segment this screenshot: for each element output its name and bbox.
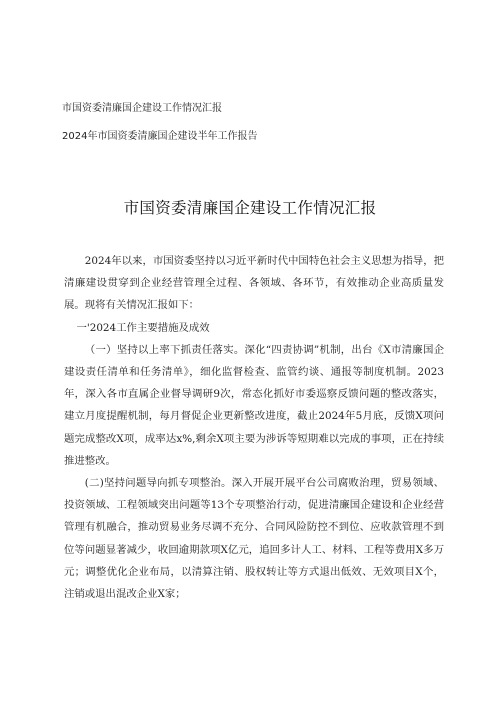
header-line-title: 市国资委清廉国企建设工作情况汇报 xyxy=(62,103,222,114)
document-body xyxy=(64,250,444,605)
header-line-subtitle: 2024年市国资委清廉国企建设半年工作报告 xyxy=(62,131,258,142)
paragraph-intro: 2024年以来，市国资委坚持以习近平新时代中国特色社会主义思想为指导，把清廉建设贯穿到企业经营管理全过程、各领域、各环节，有效推动企业高质量发展。现将有关情况汇报如下： xyxy=(64,255,444,312)
paragraph-rectification: (二)坚持问题导向抓专项整治。深入开展开展平台公司腐败治理，贸易领域、投资领域、工程领域突出问题等13个专项整治行动，促进清廉国企建设和企业经营管理有机融合，推动贸易业务尽调不充分、合同风险防控不到位、应收款管理不到位等问题显著减少，收回逾期款项X亿元，追回多计人工、材料、工程等费用X多万元；调整优化企业布局，以清算注销、股权转让等方式退出低效、无效项目X个，注销或退出混改企业X家； xyxy=(64,477,444,601)
paragraph-responsibility: （一）坚持以上率下抓责任落实。深化“四责协调”机制，出台《X市清廉国企建设责任清单和任务清单》，细化监督检查、监管约谈、通报等制度机制。2023年，深入各市直属企业督导调研9次，常态化抓好市委巡察反馈问题的整改落实，建立月度提醒机制，每月督促企业更新整改进度，截止2024年5月底，反馈X项问题完成整改X项，成率达x%,剩余X项主要为涉诉等短期难以完成的事项，正在持续推进整改。 xyxy=(64,343,444,467)
document-title: 市国资委清廉国企建设工作情况汇报 xyxy=(123,199,377,217)
section-heading: 一'2024工作主要措施及成效 xyxy=(76,321,210,334)
